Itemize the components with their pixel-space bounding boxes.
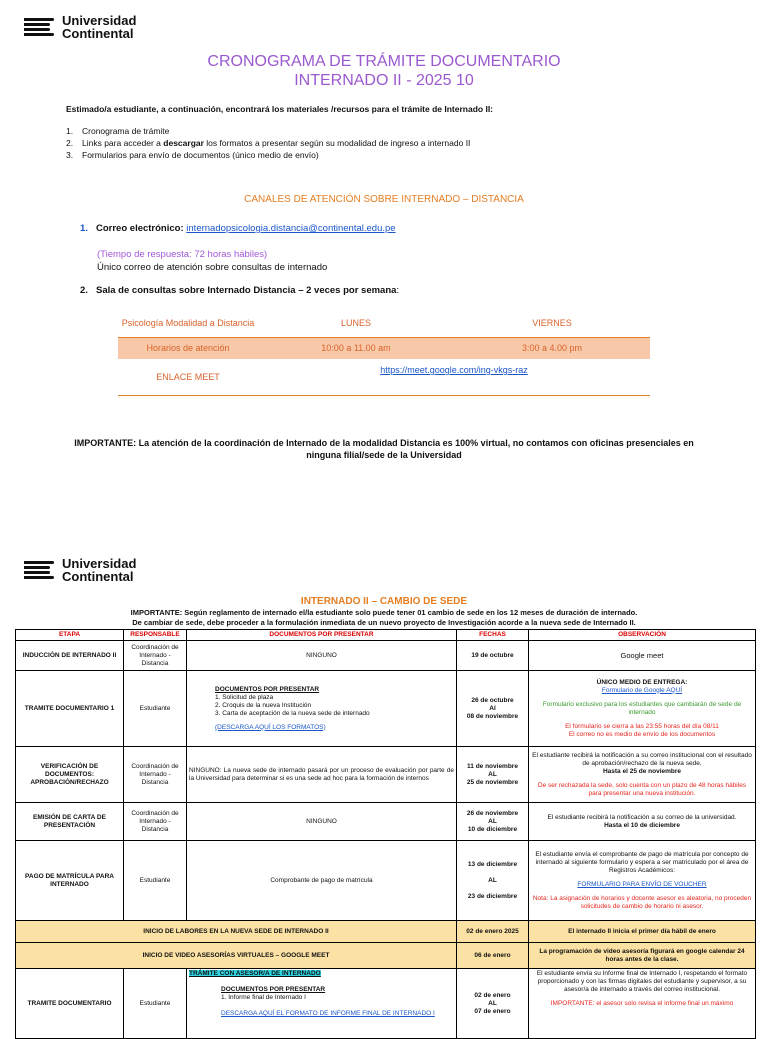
change-site-title: INTERNADO II – CAMBIO DE SEDE (300, 596, 468, 607)
header-monday: LUNES (340, 317, 371, 328)
logo-line-2: Continental (62, 26, 134, 41)
table-row: TRAMITE DOCUMENTARIO 1 Estudiante DOCUMENTOS POR PRESENTAR 1. Solicitud de plaza 2. Croquis de la nueva Institución 3. Carta de aceptación de la nueva sede de internado (DESCARGA AQUÍ LOS FORMATOS) 26 de octubre Al 08 de noviembre ÚNICO MEDIO DE ENTREGA: Formulario de Google AQUÍ Formulario exclusivo para los estudiantes que cambiarán de sede de internado El formulario se cierra a las 23:55 horas del día 08/11 El correo no es medio de envío de los documentos (16, 671, 756, 747)
header-friday: VIERNES (532, 317, 572, 328)
meet-label: ENLACE MEET (156, 371, 220, 382)
download-formats-link[interactable]: (DESCARGA AQUÍ LOS FORMATOS) (215, 723, 326, 731)
header-etapa: ETAPA (16, 630, 124, 641)
email-label: Correo electrónico: (96, 223, 184, 234)
table-row: INICIO DE VIDEO ASESORÍAS VIRTUALES – GOOGLE MEET 06 de enero La programación de video asesoría figurará en google calendar 24 horas antes de la clase. (16, 943, 756, 969)
header-documentos: DOCUMENTOS POR PRESENTAR (187, 630, 457, 641)
google-form-link[interactable]: Formulario de Google AQUÍ (601, 686, 683, 694)
email-row: 1. Correo electrónico: internadopsicologia.distancia@continental.edu.pe (80, 223, 396, 234)
note-line-2: De cambiar de sede, debe proceder a la formulación inmediata de un nuevo proyecto de Investigación acorde a la nueva sede de Internado II. (132, 617, 636, 627)
title-line-1: CRONOGRAMA DE TRÁMITE DOCUMENTARIO (207, 53, 561, 70)
university-logo-2 (24, 557, 136, 583)
table-row: TRAMITE DOCUMENTARIO Estudiante TRÁMITE CON ASESOR/A DE INTERNADO DOCUMENTOS POR PRESENTAR 1. Informe final de Internado I DESCARGA AQUÍ EL FORMATO DE INFORME FINAL DE INTERNADO I 02 de enero AL 07 de enero El estudiante envía su Informe final de Internado I, respetando el formato proporcionado y con las firmas digitales del estudiante y supervisor, a su asesor/a de internado a través del correo institucional. IMPORTANTE: el asesor solo revisa el informe final un máximo (16, 969, 756, 1039)
schedule-table (15, 629, 756, 1039)
important-note: IMPORTANTE: La atención de la coordinación de Internado de la modalidad Distancia es 100% virtual, no contamos con oficinas presenciales en ninguna filial/sede de la Universidad (74, 438, 694, 460)
page-title (0, 52, 768, 90)
materials-list (66, 125, 470, 161)
note-line-1: IMPORTANTE: Según reglamento de internado el/la estudiante solo puede tener 01 cambio de sede en los 12 meses de duración de internado. (130, 608, 638, 617)
hours-table (118, 309, 650, 396)
final-report-format-link[interactable]: DESCARGA AQUÍ EL FORMATO DE INFORME FINAL DE INTERNADO I (221, 1010, 435, 1017)
logo-line-1: Universidad (62, 556, 137, 571)
logo-line-2: Continental (62, 569, 134, 584)
table-row: PAGO DE MATRÍCULA PARA INTERNADO Estudiante Comprobante de pago de matrícula 13 de diciembre AL 23 de diciembre El estudiante envía el comprobante de pago de matrícula por concepto de internado al siguiente formulario y espera a ser matriculado por el área de Registros Académicos: FORMULARIO PARA ENVÍO DE VOUCHER Nota: La asignación de horarios y docente asesor es aleatoria, no proceden solicitudes de cambio de horario ni asesor. (16, 841, 756, 921)
header-modality: Psicología Modalidad a Distancia (121, 317, 255, 328)
response-time: (Tiempo de respuesta: 72 horas hábiles) (97, 249, 268, 260)
list-item: 2. Links para acceder a descargar los formatos a presentar según su modalidad de ingreso a internado II (66, 138, 471, 148)
logo-line-1: Universidad (62, 13, 137, 28)
intro-text: Estimado/a estudiante, a continuación, encontrará los materiales /recursos para el trámite de Internado II: (66, 104, 494, 114)
table-row: VERIFICACIÓN DE DOCUMENTOS: APROBACIÓN/RECHAZO Coordinación de Internado - Distancia NINGUNO: La nueva sede de internado pasará por un proceso de evaluación por parte de la Universidad para determinar si es una sede ad hoc para la formación de internos 11 de noviembre AL 25 de noviembre El estudiante recibirá la notificación a su correo institucional con el resultado de aprobación/rechazo de la nueva sede. Hasta el 25 de noviembre De ser rechazada la sede, solo cuenta con un plazo de 48 horas hábiles para presentar una nueva institución. (16, 747, 756, 803)
list-item: 1. Cronograma de trámite (66, 126, 170, 136)
title-line-2: INTERNADO II - 2025 10 (294, 72, 474, 89)
university-logo (24, 14, 136, 40)
table-row: INICIO DE LABORES EN LA NUEVA SEDE DE INTERNADO II 02 de enero 2025 El internado II inicia el primer día hábil de enero (16, 921, 756, 943)
hours-label: Horarios de atención (146, 343, 230, 354)
table-row: INDUCCIÓN DE INTERNADO II Coordinación de Internado - Distancia NINGUNO 19 de octubre Google meet (16, 641, 756, 671)
email-link[interactable]: internadopsicologia.distancia@continental.edu.pe (186, 223, 396, 234)
logo-mark-icon (24, 17, 56, 37)
room-row: 2. Sala de consultas sobre Internado Distancia – 2 veces por semana: (80, 285, 400, 296)
friday-hours: 3:00 a 4.00 pm (521, 343, 583, 354)
header-observacion: OBSERVACIÓN (529, 630, 756, 641)
monday-hours: 10:00 a 11.00 am (321, 343, 391, 354)
header-responsable: RESPONSABLE (124, 630, 187, 641)
channels-title: CANALES DE ATENCIÓN SOBRE INTERNADO – DISTANCIA (244, 194, 524, 205)
header-fechas: FECHAS (457, 630, 529, 641)
unique-mail-note: Único correo de atención sobre consultas de internado (97, 262, 328, 273)
change-site-notes (0, 608, 768, 627)
list-item: 3. Formularios para envío de documentos (único medio de envío) (66, 150, 319, 160)
meet-link[interactable]: https://meet.google.com/ing-vkgs-raz (380, 365, 528, 375)
logo-mark-icon (24, 560, 56, 580)
voucher-form-link[interactable]: FORMULARIO PARA ENVÍO DE VOUCHER (577, 880, 707, 888)
table-row: EMISIÓN DE CARTA DE PRESENTACIÓN Coordinación de Internado - Distancia NINGUNO 26 de noviembre AL 10 de diciembre El estudiante recibirá la notificación a su correo de la universidad. Hasta el 10 de diciembre (16, 803, 756, 841)
